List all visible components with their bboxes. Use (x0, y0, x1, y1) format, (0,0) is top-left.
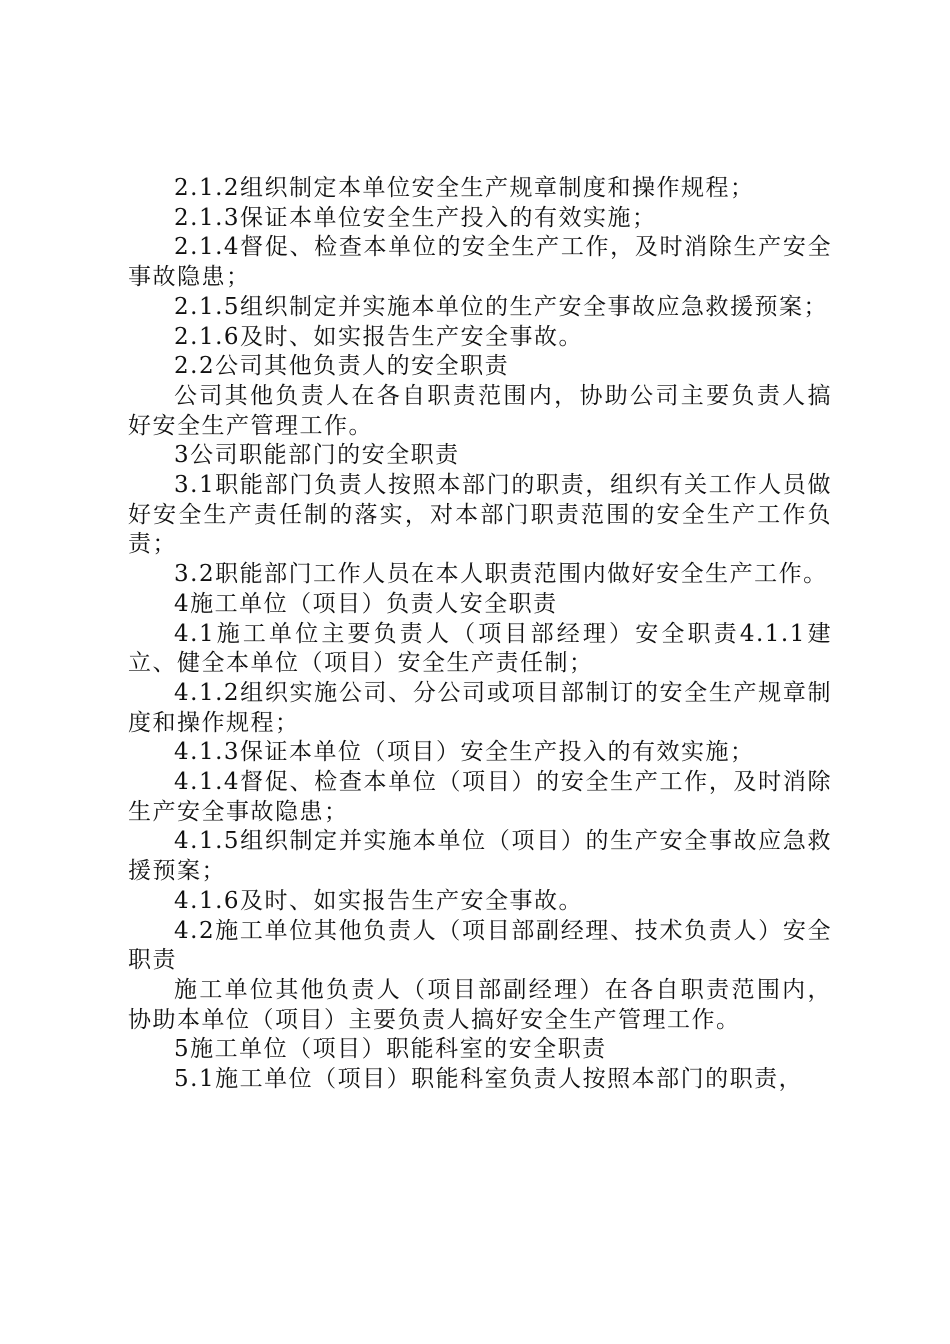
paragraph: 5.1施工单位（项目）职能科室负责人按照本部门的职责， (174, 1066, 804, 1093)
paragraph: 公司其他负责人在各自职责范围内，协助公司主要负责人搞好安全生产管理工作。 (128, 382, 832, 439)
paragraph: 4.1.4督促、检查本单位（项目）的安全生产工作，及时消除生产安全事故隐患； (128, 769, 832, 825)
paragraph: 2.1.3保证本单位安全生产投入的有效实施； (174, 204, 657, 231)
paragraph: 2.1.4督促、检查本单位的安全生产工作，及时消除生产安全事故隐患； (128, 234, 832, 291)
section-heading: 4.2施工单位其他负责人（项目部副经理、技术负责人）安全职责 (128, 917, 832, 974)
paragraph: 4.1.2组织实施公司、分公司或项目部制订的安全生产规章制度和操作规程； (128, 679, 832, 736)
paragraph: 2.1.2组织制定本单位安全生产规章制度和操作规程； (174, 175, 755, 201)
section-heading: 3公司职能部门的安全职责 (174, 442, 460, 469)
section-heading: 2.2公司其他负责人的安全职责 (174, 353, 510, 380)
paragraph: 4.1.3保证本单位（项目）安全生产投入的有效实施； (174, 739, 755, 766)
paragraph: 施工单位其他负责人（项目部副经理）在各自职责范围内，协助本单位（项目）主要负责人搞好安全生产管理工作。 (128, 976, 832, 1033)
paragraph: 2.1.6及时、如实报告生产安全事故。 (174, 323, 584, 350)
section-heading: 4施工单位（项目）负责人安全职责 (174, 590, 558, 617)
document-body (128, 174, 832, 1095)
paragraph: 2.1.5组织制定并实施本单位的生产安全事故应急救援预案； (174, 293, 829, 320)
paragraph: 4.1.6及时、如实报告生产安全事故。 (174, 887, 584, 914)
paragraph: 3.1职能部门负责人按照本部门的职责，组织有关工作人员做好安全生产责任制的落实，对本部门职责范围的安全生产工作负责； (128, 472, 832, 558)
paragraph: 3.2职能部门工作人员在本人职责范围内做好安全生产工作。 (174, 561, 828, 588)
paragraph: 4.1.5组织制定并实施本单位（项目）的生产安全事故应急救援预案； (128, 828, 832, 885)
section-heading: 5施工单位（项目）职能科室的安全职责 (174, 1036, 607, 1063)
paragraph: 4.1施工单位主要负责人（项目部经理）安全职责4.1.1建立、健全本单位（项目）安全生产责任制； (128, 620, 832, 677)
